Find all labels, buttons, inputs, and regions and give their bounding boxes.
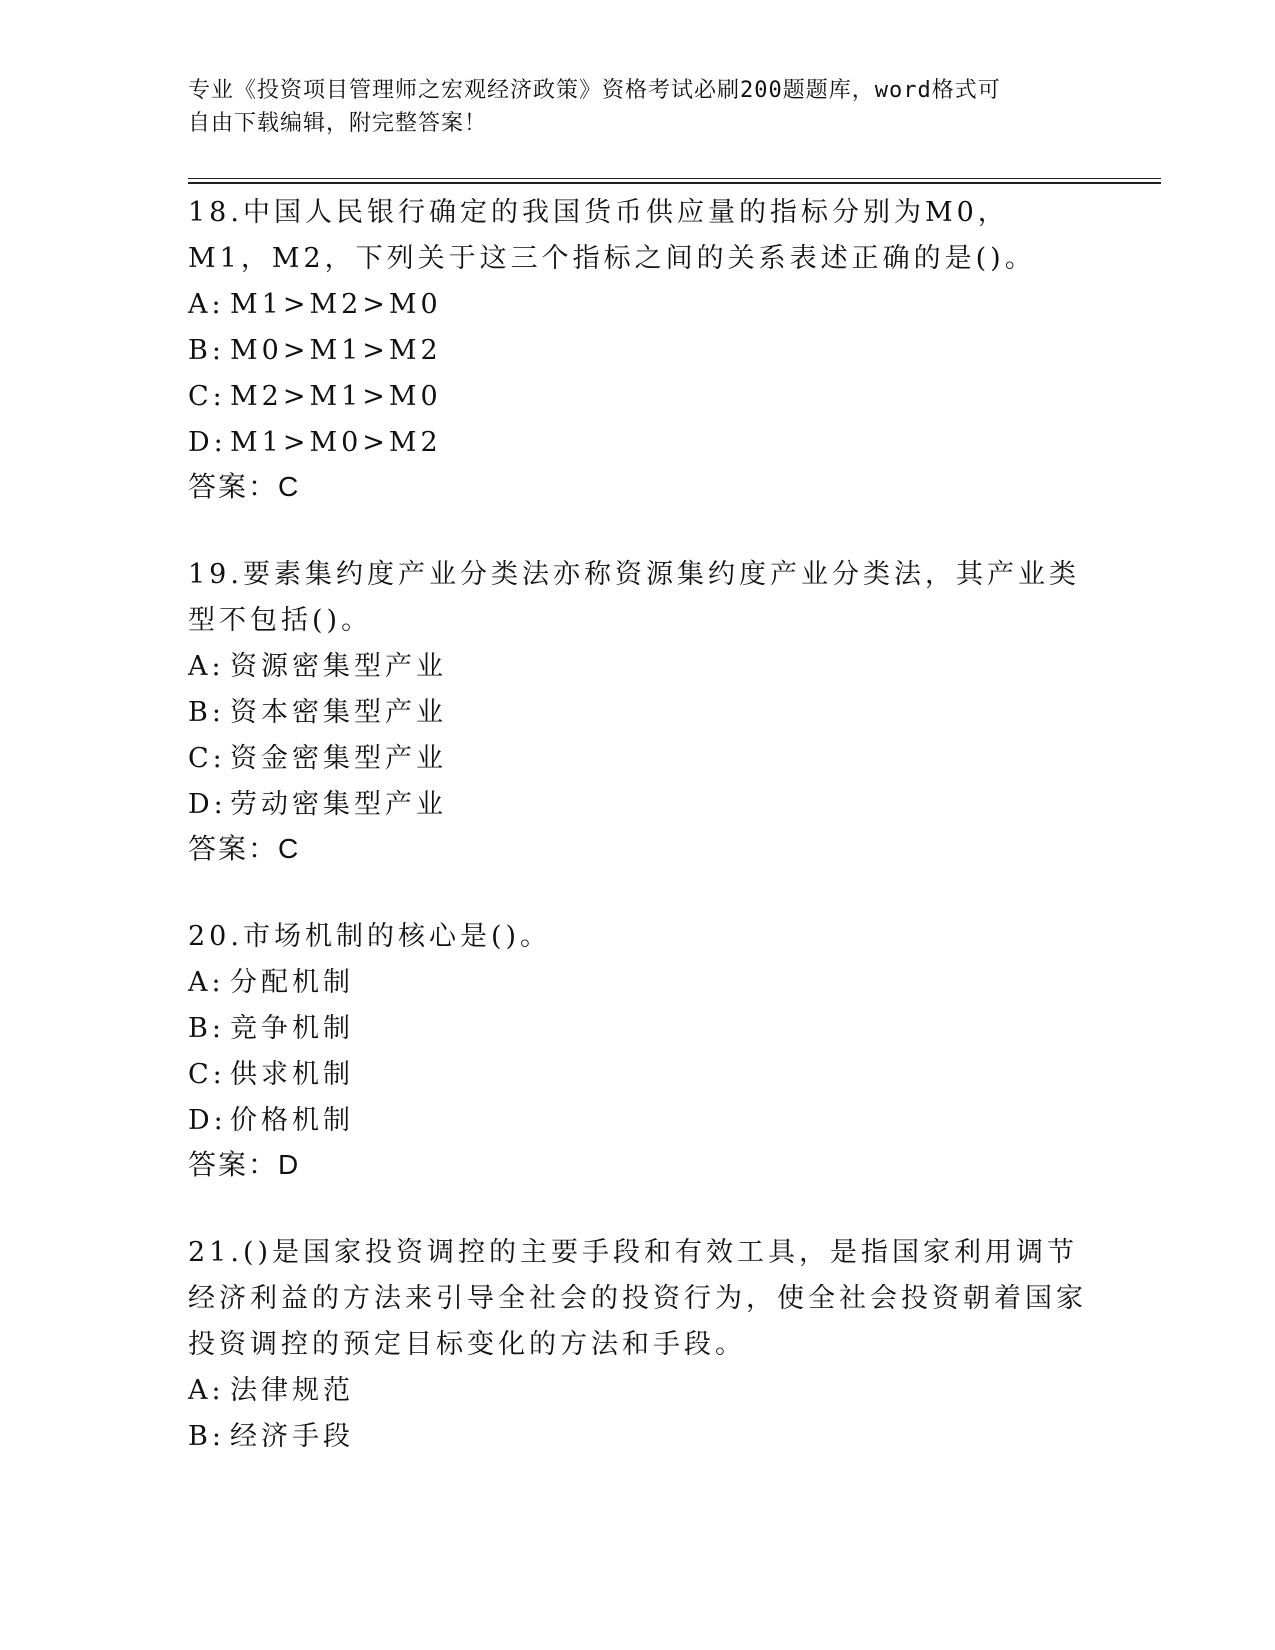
option-text: M0>M1>M2 bbox=[230, 335, 442, 366]
option-key: A: bbox=[188, 1375, 225, 1406]
option-a bbox=[188, 960, 1088, 1006]
option-text: M1>M0>M2 bbox=[230, 427, 442, 458]
option-text: 分配机制 bbox=[230, 967, 354, 998]
option-text: 经济手段 bbox=[230, 1421, 354, 1452]
option-key: B: bbox=[188, 1013, 225, 1044]
question-21 bbox=[188, 1230, 1088, 1460]
option-key: C: bbox=[188, 381, 226, 412]
option-c bbox=[188, 1052, 1088, 1098]
option-key: D: bbox=[188, 789, 227, 820]
option-text: 供求机制 bbox=[230, 1059, 354, 1090]
question-list bbox=[188, 190, 1088, 1504]
option-b bbox=[188, 328, 1088, 374]
option-a bbox=[188, 282, 1088, 328]
answer-line: 答案：D bbox=[188, 1149, 301, 1180]
option-text: 法律规范 bbox=[230, 1375, 354, 1406]
option-key: A: bbox=[188, 967, 225, 998]
header-rule-thin bbox=[188, 178, 1161, 179]
header-line-1: 专业《投资项目管理师之宏观经济政策》资格考试必刷200题题库，word格式可 bbox=[188, 78, 1001, 103]
question-stem: 19.要素集约度产业分类法亦称资源集约度产业分类法，其产业类型不包括()。 bbox=[188, 559, 1080, 636]
option-key: D: bbox=[188, 1105, 227, 1136]
option-key: B: bbox=[188, 1421, 225, 1452]
question-stem: 21.()是国家投资调控的主要手段和有效工具，是指国家利用调节经济利益的方法来引导全社会的投资行为，使全社会投资朝着国家投资调控的预定目标变化的方法和手段。 bbox=[188, 1237, 1087, 1360]
answer-line: 答案：C bbox=[188, 833, 301, 864]
question-stem: 18.中国人民银行确定的我国货币供应量的指标分别为M0，M1，M2，下列关于这三个指标之间的关系表述正确的是()。 bbox=[188, 197, 1036, 274]
option-a bbox=[188, 1368, 1088, 1414]
question-20 bbox=[188, 914, 1088, 1186]
option-key: C: bbox=[188, 1059, 226, 1090]
question-18 bbox=[188, 190, 1088, 508]
option-key: D: bbox=[188, 427, 227, 458]
option-d bbox=[188, 782, 1088, 828]
option-text: M1>M2>M0 bbox=[230, 289, 442, 320]
option-text: 价格机制 bbox=[230, 1105, 354, 1136]
option-text: 资源密集型产业 bbox=[230, 651, 447, 682]
option-key: A: bbox=[188, 651, 225, 682]
option-b bbox=[188, 1006, 1088, 1052]
header-line-2: 自由下载编辑，附完整答案！ bbox=[188, 111, 488, 136]
document-header bbox=[188, 74, 1068, 140]
option-text: 资金密集型产业 bbox=[230, 743, 447, 774]
option-c bbox=[188, 736, 1088, 782]
option-d bbox=[188, 1098, 1088, 1144]
option-text: 资本密集型产业 bbox=[230, 697, 447, 728]
option-b bbox=[188, 690, 1088, 736]
option-a bbox=[188, 644, 1088, 690]
option-key: B: bbox=[188, 697, 225, 728]
option-d bbox=[188, 420, 1088, 466]
option-text: 劳动密集型产业 bbox=[230, 789, 447, 820]
option-text: M2>M1>M0 bbox=[230, 381, 442, 412]
option-c bbox=[188, 374, 1088, 420]
option-key: C: bbox=[188, 743, 226, 774]
answer-line: 答案：C bbox=[188, 471, 301, 502]
option-text: 竞争机制 bbox=[230, 1013, 354, 1044]
header-rule-thick bbox=[188, 182, 1161, 184]
option-key: A: bbox=[188, 289, 225, 320]
question-19 bbox=[188, 552, 1088, 870]
question-stem: 20.市场机制的核心是()。 bbox=[188, 921, 552, 952]
option-b bbox=[188, 1414, 1088, 1460]
option-key: B: bbox=[188, 335, 225, 366]
